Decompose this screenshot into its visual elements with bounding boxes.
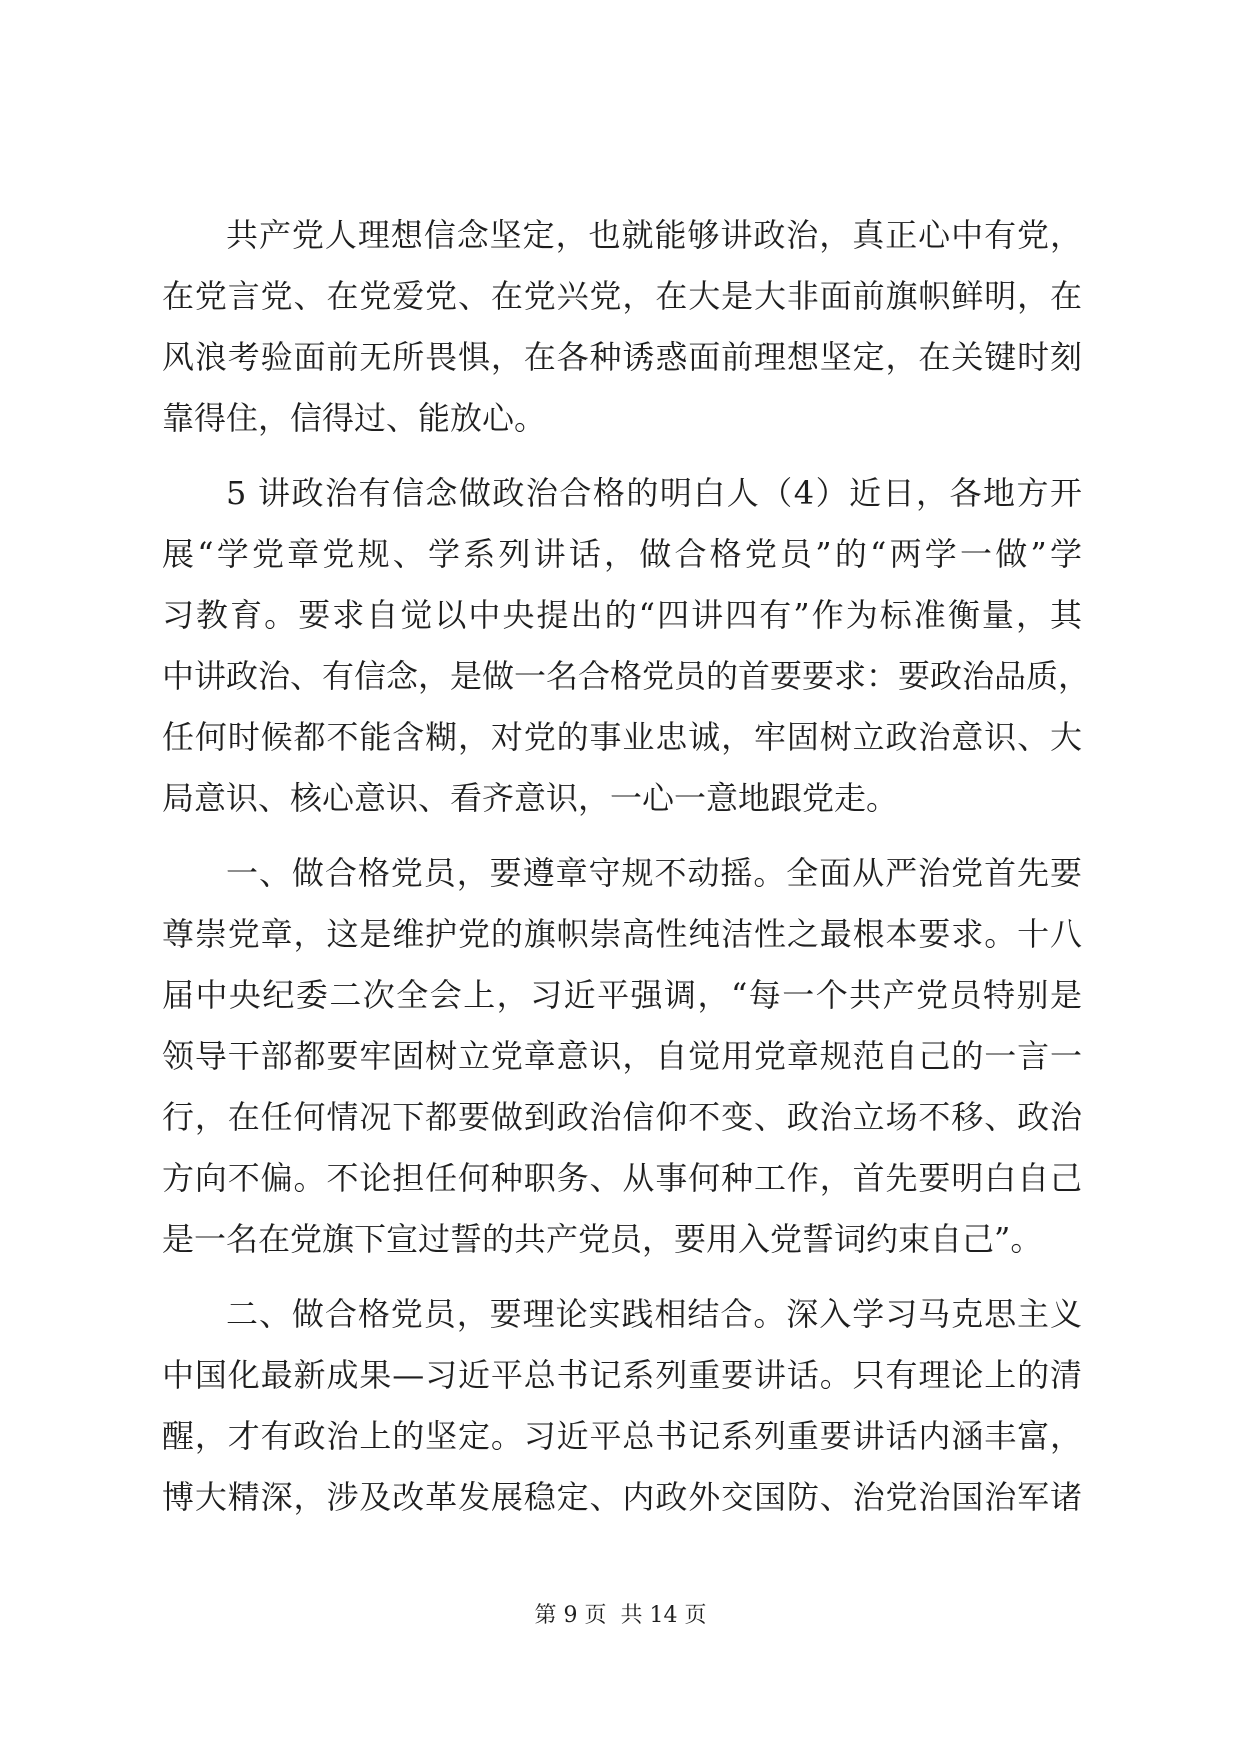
text-line: 是一名在党旗下宣过誓的共产党员，要用入党誓词约束自己”。 (162, 1220, 1043, 1258)
text-line: 局意识、核心意识、看齐意识，一心一意地跟党走。 (162, 779, 899, 817)
paragraph (162, 843, 1082, 1270)
text-line: 靠得住，信得过、能放心。 (162, 399, 547, 437)
text-line: 风浪考验面前无所畏惧，在各种诱惑面前理想坚定，在关键时刻 (162, 338, 1082, 376)
text-line: 二、做合格党员，要理论实践相结合。深入学习马克思主义 (226, 1295, 1082, 1333)
text-line: 5 讲政治有信念做政治合格的明白人（4）近日，各地方开 (226, 474, 1082, 512)
text-line: 方向不偏。不论担任何种职务、从事何种工作，首先要明白自己 (162, 1159, 1082, 1197)
text-line: 中讲政治、有信念，是做一名合格党员的首要要求：要政治品质， (162, 657, 1091, 695)
page-number-label: 第 9 页 共 14 页 (534, 1603, 707, 1628)
paragraph (162, 205, 1082, 449)
page-footer (0, 1602, 1241, 1630)
text-line: 届中央纪委二次全会上，习近平强调，“每一个共产党员特别是 (162, 976, 1082, 1014)
text-line: 领导干部都要牢固树立党章意识，自觉用党章规范自己的一言一 (162, 1037, 1082, 1075)
text-line: 尊崇党章，这是维护党的旗帜崇高性纯洁性之最根本要求。十八 (162, 915, 1082, 953)
text-line: 任何时候都不能含糊，对党的事业忠诚，牢固树立政治意识、大 (162, 718, 1082, 756)
body-text (162, 205, 1091, 1542)
text-line: 博大精深，涉及改革发展稳定、内政外交国防、治党治国治军诸 (162, 1478, 1082, 1516)
text-line: 中国化最新成果—习近平总书记系列重要讲话。只有理论上的清 (162, 1356, 1082, 1394)
paragraph (162, 463, 1091, 829)
paragraph (162, 1284, 1082, 1528)
text-line: 行，在任何情况下都要做到政治信仰不变、政治立场不移、政治 (162, 1098, 1082, 1136)
text-line: 在党言党、在党爱党、在党兴党，在大是大非面前旗帜鲜明，在 (162, 277, 1082, 315)
text-line: 一、做合格党员，要遵章守规不动摇。全面从严治党首先要 (226, 854, 1082, 892)
text-line: 共产党人理想信念坚定，也就能够讲政治，真正心中有党， (226, 216, 1082, 254)
text-line: 展“学党章党规、学系列讲话，做合格党员”的“两学一做”学 (162, 535, 1082, 573)
text-line: 醒，才有政治上的坚定。习近平总书记系列重要讲话内涵丰富， (162, 1417, 1082, 1455)
text-line: 习教育。要求自觉以中央提出的“四讲四有”作为标准衡量，其 (162, 596, 1082, 634)
